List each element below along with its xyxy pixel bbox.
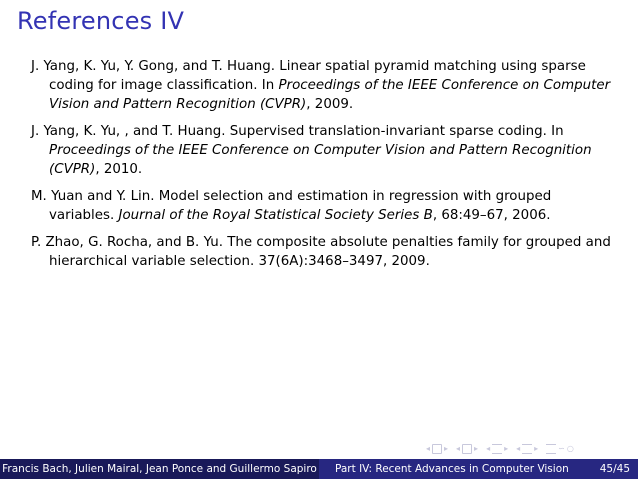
nav-prev-subsection-icon[interactable]: ◂ xyxy=(486,444,491,453)
nav-next-slide-icon[interactable]: ▸ xyxy=(444,444,449,453)
nav-misc-group xyxy=(546,444,574,454)
frame-icon[interactable] xyxy=(462,444,472,454)
footer-section: Part IV: Recent Advances in Computer Vision xyxy=(335,463,569,475)
reference-text: M. Yuan and Y. Lin. Model selection and estimation in regression with grouped variables. xyxy=(31,189,552,223)
zoom-icon[interactable]: ○ xyxy=(566,444,574,453)
nav-prev-frame-icon[interactable]: ◂ xyxy=(456,444,461,453)
section-icon[interactable] xyxy=(522,444,532,454)
nav-next-section-icon[interactable]: ▸ xyxy=(534,444,539,453)
reference-item xyxy=(31,57,616,114)
search-icon[interactable]: ∽ xyxy=(558,444,565,453)
reference-text: J. Yang, K. Yu, , and T. Huang. Supervised translation-invariant sparse coding. In xyxy=(31,124,564,139)
reference-item xyxy=(31,187,616,225)
nav-subsection-group xyxy=(486,444,508,454)
reference-venue: Journal of the Royal Statistical Society Series B xyxy=(118,208,433,223)
nav-section-group xyxy=(516,444,538,454)
reference-venue: Proceedings of the IEEE Conference on Computer Vision and Pattern Recognition (CVPR) xyxy=(49,143,592,177)
nav-slide-group xyxy=(426,444,448,454)
nav-prev-section-icon[interactable]: ◂ xyxy=(516,444,521,453)
reference-item xyxy=(31,233,616,271)
align-icon[interactable] xyxy=(546,444,556,454)
slide-icon[interactable] xyxy=(432,444,442,454)
footer-authors: Francis Bach, Julien Mairal, Jean Ponce and Guillermo Sapiro xyxy=(0,459,319,479)
nav-next-frame-icon[interactable]: ▸ xyxy=(474,444,479,453)
slide-title: References IV xyxy=(17,7,185,35)
reference-text: J. Yang, K. Yu, Y. Gong, and T. Huang. Linear spatial pyramid matching using sparse coding for image classification. In xyxy=(31,59,586,93)
reference-item xyxy=(31,122,616,179)
reference-list xyxy=(31,57,616,279)
footer-page-number: 45/45 xyxy=(599,463,630,475)
nav-next-subsection-icon[interactable]: ▸ xyxy=(504,444,509,453)
nav-prev-slide-icon[interactable]: ◂ xyxy=(426,444,431,453)
nav-frame-group xyxy=(456,444,478,454)
reference-text: P. Zhao, G. Rocha, and B. Yu. The composite absolute penalties family for grouped and hierarchical variable selection. 37(6A):3468–3497, 2009. xyxy=(31,235,611,269)
footer-right xyxy=(319,459,638,479)
reference-venue: Proceedings of the IEEE Conference on Computer Vision and Pattern Recognition (CVPR) xyxy=(49,78,611,112)
reference-year: , 2009. xyxy=(306,97,354,112)
reference-year: , 2010. xyxy=(95,162,143,177)
navigation-symbols xyxy=(426,444,578,454)
reference-year: , 68:49–67, 2006. xyxy=(432,208,551,223)
subsection-icon[interactable] xyxy=(492,444,502,454)
footer-bar xyxy=(0,459,638,479)
